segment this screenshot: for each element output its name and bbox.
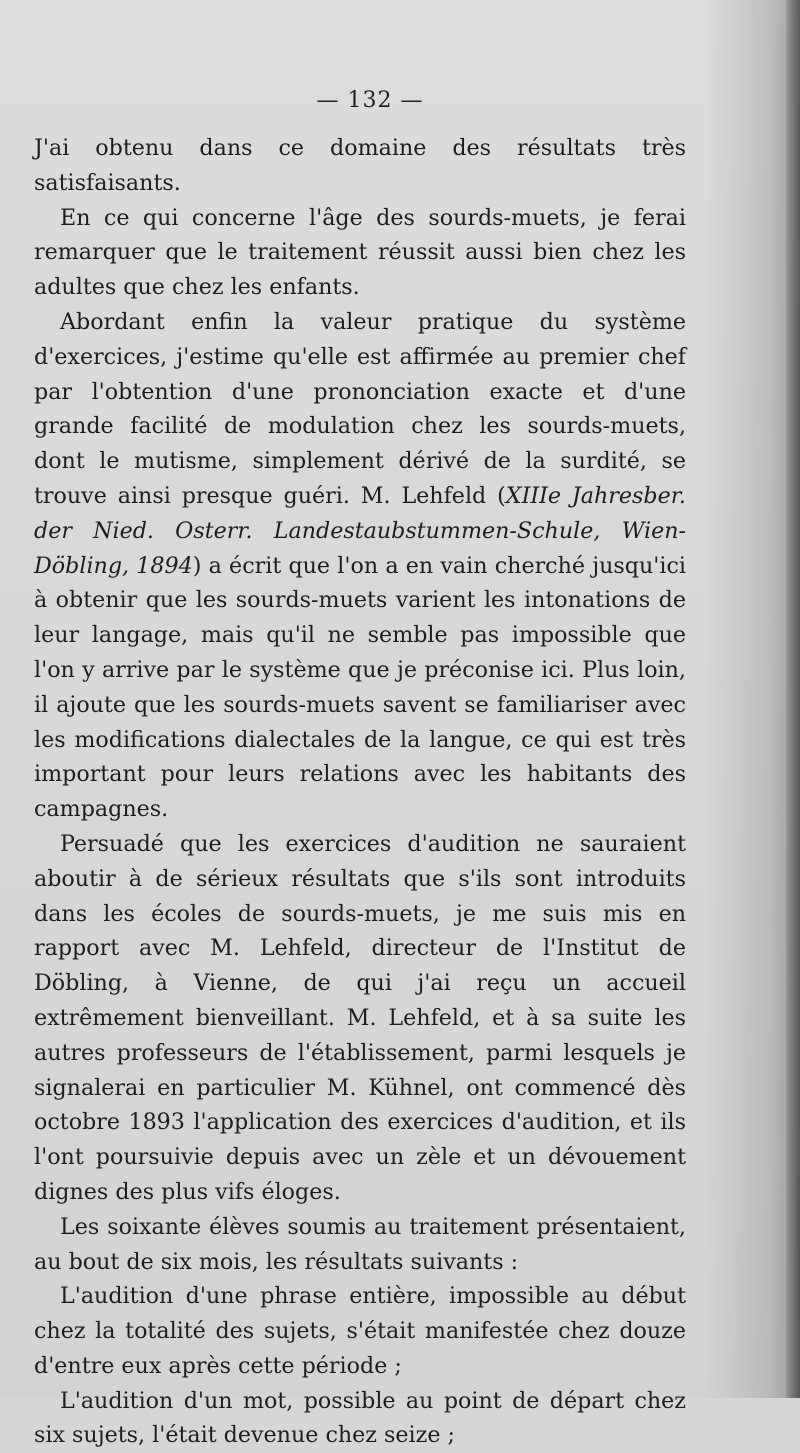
paragraph-7: [34, 1384, 686, 1453]
body-text: [34, 131, 686, 1453]
paragraph-text: ) a écrit que l'on a en vain cherché jusqu'ici à obtenir que les sourds-muets varient les intonations de leur langage, mais qu'il ne semble pas impossible que l'on y arrive par le système que je préconise ici. Plus loin, il ajoute que les sourds-muets savent se familiariser avec les modifications dialectales de la langue, ce qui est très important pour leurs relations avec les habitants des campagnes.: [34, 552, 686, 823]
paragraph-text: Persuadé que les exercices d'audition ne sauraient aboutir à de sérieux résultats que s'ils sont introduits dans les écoles de sourds-muets, je me suis mis en rapport avec M. Lehfeld, directeur de l'Institut de Döbling, à Vienne, de qui j'ai reçu un accueil extrêmement bienveillant. M. Lehfeld, et à sa suite les autres professeurs de l'établissement, parmi lesquels je signalerai en particulier M. Kühnel, ont commencé dès octobre 1893 l'application des exercices d'audition, et ils l'ont poursuivie depuis avec un zèle et un dévouement dignes des plus vifs éloges.: [34, 830, 686, 1205]
paragraph-text: En ce qui concerne l'âge des sourds-muets, je ferai remarquer que le traitement réussit aussi bien chez les adultes que chez les enfants.: [34, 204, 686, 301]
page-edge-shadow: [786, 0, 800, 1398]
paragraph-text: L'audition d'un mot, possible au point de départ chez six sujets, l'était devenue chez seize ;: [34, 1387, 686, 1449]
paragraph-1: [34, 131, 686, 201]
paragraph-text: Abordant enfin la valeur pratique du système d'exercices, j'estime qu'elle est affirmée au premier chef par l'obtention d'une prononciation exacte et d'une grande facilité de modulation chez les sourds-muets, dont le mutisme, simplement dérivé de la surdité, se trouve ainsi presque guéri. M. Lehfeld (: [34, 308, 686, 509]
paragraph-text: Les soixante élèves soumis au traitement présentaient, au bout de six mois, les résultats suivants :: [34, 1213, 686, 1275]
paragraph-4: [34, 827, 686, 1210]
paragraph-3: [34, 305, 686, 827]
paragraph-5: [34, 1210, 686, 1280]
bibliographic-reference: XIIIe Jahresber. der Nied. Osterr. Landestaubstummen-Schule, Wien-Döbling, 1894: [34, 482, 686, 579]
paragraph-2: [34, 201, 686, 305]
page-number: — 132 —: [316, 88, 424, 113]
paragraph-6: [34, 1279, 686, 1383]
paragraph-text: L'audition d'une phrase entière, impossible au début chez la totalité des sujets, s'était manifestée chez douze d'entre eux après cette période ;: [34, 1283, 686, 1379]
paragraph-text: J'ai obtenu dans ce domaine des résultats très satisfaisants.: [34, 135, 686, 196]
